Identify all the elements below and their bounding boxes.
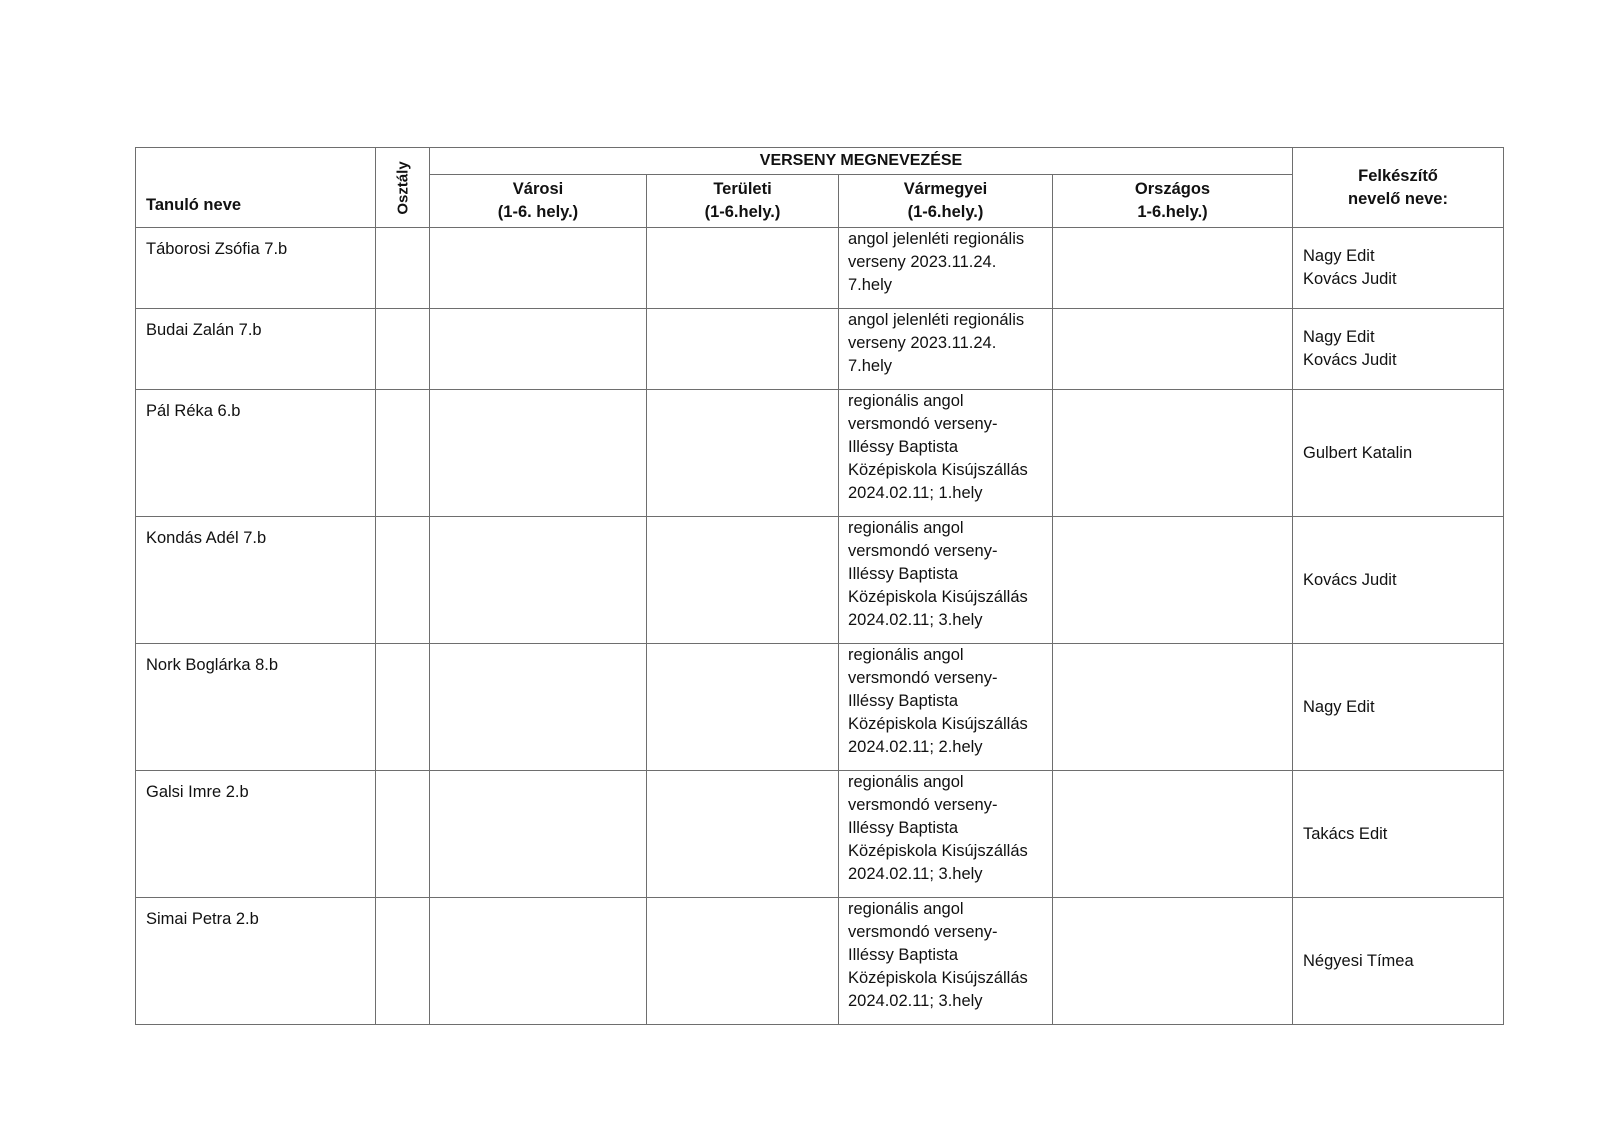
table-body <box>136 228 1504 1025</box>
competition-text-line: Középiskola Kisújszállás <box>848 461 1028 479</box>
varmegyei-cell <box>839 517 1053 644</box>
teacher-cell <box>1293 644 1504 771</box>
student-name-cell: Pál Réka 6.b <box>136 390 376 517</box>
varosi-cell <box>430 309 647 390</box>
varosi-cell <box>430 517 647 644</box>
competition-text-line: Illéssy Baptista <box>848 819 959 837</box>
table-header <box>136 148 1504 228</box>
header-level-varosi-line1: Városi <box>512 180 564 198</box>
teacher-name: Nagy Edit <box>1303 247 1375 265</box>
header-competition-title: VERSENY MEGNEVEZÉSE <box>430 148 1293 175</box>
header-level-varosi <box>430 175 647 228</box>
competition-text-line: regionális angol <box>848 519 964 537</box>
teacher-name: Kovács Judit <box>1303 570 1397 589</box>
competition-text-line: Illéssy Baptista <box>848 565 959 583</box>
student-name-cell: Budai Zalán 7.b <box>136 309 376 390</box>
competition-text-line: verseny 2023.11.24. <box>848 334 997 352</box>
varosi-cell <box>430 644 647 771</box>
competition-text-line: 2024.02.11; 1.hely <box>848 484 983 502</box>
header-level-varmegyei-line1: Vármegyei <box>903 180 988 198</box>
header-class <box>376 148 430 228</box>
competition-text-line: angol jelenléti regionális <box>848 230 1025 248</box>
header-student-name: Tanuló neve <box>136 148 376 228</box>
competition-text-line: verseny 2023.11.24. <box>848 253 997 271</box>
header-level-orszagos <box>1053 175 1293 228</box>
competition-results-table <box>135 147 1504 1025</box>
header-level-varosi-line2: (1-6. hely.) <box>497 203 579 221</box>
varosi-cell <box>430 898 647 1025</box>
teacher-name: Takács Edit <box>1303 824 1388 843</box>
orszagos-cell <box>1053 644 1293 771</box>
table-row <box>136 309 1504 390</box>
competition-text-line: regionális angol <box>848 900 964 918</box>
competition-text-line: Középiskola Kisújszállás <box>848 715 1028 733</box>
teacher-cell <box>1293 228 1504 309</box>
teruleti-cell <box>647 390 839 517</box>
teruleti-cell <box>647 517 839 644</box>
competition-text-line: Illéssy Baptista <box>848 692 959 710</box>
header-level-varmegyei-line2: (1-6.hely.) <box>907 203 984 221</box>
orszagos-cell <box>1053 309 1293 390</box>
competition-text-line: versmondó verseny- <box>848 542 998 560</box>
class-cell <box>376 228 430 309</box>
header-class-label: Osztály <box>394 160 411 215</box>
class-cell <box>376 898 430 1025</box>
class-cell <box>376 517 430 644</box>
varosi-cell <box>430 771 647 898</box>
competition-text-line: versmondó verseny- <box>848 669 998 687</box>
header-level-teruleti-line1: Területi <box>713 180 772 198</box>
varmegyei-cell <box>839 228 1053 309</box>
table-row <box>136 771 1504 898</box>
header-teacher-line2: nevelő neve: <box>1348 189 1448 208</box>
competition-text-line: Illéssy Baptista <box>848 946 959 964</box>
student-name-cell: Kondás Adél 7.b <box>136 517 376 644</box>
competition-text-line: regionális angol <box>848 773 964 791</box>
student-name-cell: Simai Petra 2.b <box>136 898 376 1025</box>
competition-text-line: 7.hely <box>848 357 893 375</box>
varmegyei-cell <box>839 390 1053 517</box>
table-row <box>136 644 1504 771</box>
varosi-cell <box>430 228 647 309</box>
competition-text-line: 2024.02.11; 2.hely <box>848 738 983 756</box>
student-name-cell: Nork Boglárka 8.b <box>136 644 376 771</box>
orszagos-cell <box>1053 390 1293 517</box>
class-cell <box>376 771 430 898</box>
teacher-cell <box>1293 390 1504 517</box>
orszagos-cell <box>1053 228 1293 309</box>
competition-text-line: versmondó verseny- <box>848 923 998 941</box>
teacher-cell <box>1293 771 1504 898</box>
teruleti-cell <box>647 228 839 309</box>
competition-text-line: Középiskola Kisújszállás <box>848 842 1028 860</box>
header-level-orszagos-line2: 1-6.hely.) <box>1137 203 1208 221</box>
teacher-cell <box>1293 309 1504 390</box>
competition-text-line: versmondó verseny- <box>848 415 998 433</box>
table-row <box>136 898 1504 1025</box>
varmegyei-cell <box>839 898 1053 1025</box>
table-row <box>136 517 1504 644</box>
teacher-name: Nagy Edit <box>1303 697 1375 716</box>
competition-text-line: regionális angol <box>848 392 964 410</box>
competition-text-line: 2024.02.11; 3.hely <box>848 611 983 629</box>
teacher-name: Gulbert Katalin <box>1303 443 1413 462</box>
teacher-name: Kovács Judit <box>1303 351 1397 369</box>
student-name-cell: Táborosi Zsófia 7.b <box>136 228 376 309</box>
competition-text-line: angol jelenléti regionális <box>848 311 1025 329</box>
teacher-cell <box>1293 898 1504 1025</box>
competition-text-line: Illéssy Baptista <box>848 438 959 456</box>
varmegyei-cell <box>839 644 1053 771</box>
header-teacher <box>1293 148 1504 228</box>
competition-text-line: 7.hely <box>848 276 893 294</box>
teruleti-cell <box>647 309 839 390</box>
competition-text-line: Középiskola Kisújszállás <box>848 588 1028 606</box>
header-level-varmegyei <box>839 175 1053 228</box>
header-level-teruleti-line2: (1-6.hely.) <box>704 203 781 221</box>
header-level-orszagos-line1: Országos <box>1134 180 1211 198</box>
teacher-name: Négyesi Tímea <box>1303 951 1414 970</box>
orszagos-cell <box>1053 771 1293 898</box>
table-row <box>136 228 1504 309</box>
orszagos-cell <box>1053 898 1293 1025</box>
class-cell <box>376 309 430 390</box>
teruleti-cell <box>647 898 839 1025</box>
header-teacher-line1: Felkészítő <box>1358 166 1438 185</box>
competition-text-line: Középiskola Kisújszállás <box>848 969 1028 987</box>
class-cell <box>376 644 430 771</box>
teacher-cell <box>1293 517 1504 644</box>
class-cell <box>376 390 430 517</box>
teruleti-cell <box>647 644 839 771</box>
teruleti-cell <box>647 771 839 898</box>
competition-text-line: 2024.02.11; 3.hely <box>848 992 983 1010</box>
competition-text-line: versmondó verseny- <box>848 796 998 814</box>
header-level-teruleti <box>647 175 839 228</box>
competition-text-line: regionális angol <box>848 646 964 664</box>
student-name-cell: Galsi Imre 2.b <box>136 771 376 898</box>
table-row <box>136 390 1504 517</box>
teacher-name: Kovács Judit <box>1303 270 1397 288</box>
varmegyei-cell <box>839 771 1053 898</box>
varmegyei-cell <box>839 309 1053 390</box>
competition-text-line: 2024.02.11; 3.hely <box>848 865 983 883</box>
varosi-cell <box>430 390 647 517</box>
orszagos-cell <box>1053 517 1293 644</box>
teacher-name: Nagy Edit <box>1303 328 1375 346</box>
